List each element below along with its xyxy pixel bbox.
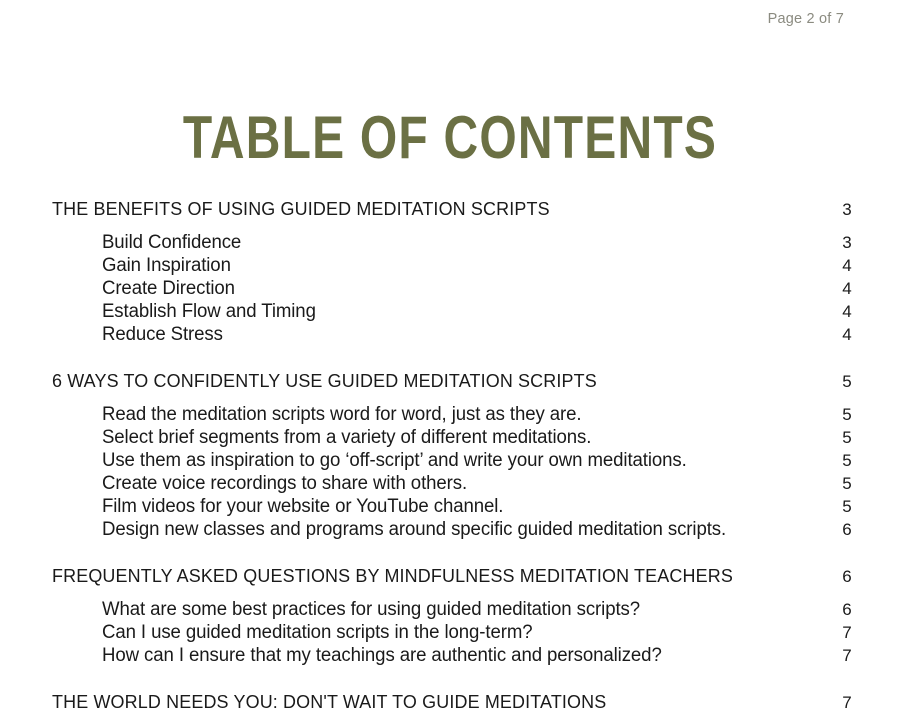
toc-subitem-page-number: 7 bbox=[842, 623, 852, 642]
toc-section-page-number: 6 bbox=[842, 567, 852, 586]
toc-section-heading-label: THE WORLD NEEDS YOU: DON'T WAIT TO GUIDE MEDITATIONS bbox=[52, 691, 607, 712]
toc-subitem-label: How can I ensure that my teachings are authentic and personalized? bbox=[101, 645, 662, 666]
table-of-contents bbox=[52, 196, 864, 716]
toc-section-heading-label: 6 WAYS TO CONFIDENTLY USE GUIDED MEDITATION SCRIPTS bbox=[52, 370, 597, 391]
toc-subitem-label: Create Direction bbox=[101, 278, 235, 299]
toc-subitem-page-number: 5 bbox=[842, 405, 852, 424]
toc-section-heading-row[interactable] bbox=[52, 689, 864, 716]
toc-subitem-label: Select brief segments from a variety of different meditations. bbox=[101, 427, 592, 448]
toc-subitem-row[interactable] bbox=[52, 449, 864, 472]
toc-section-heading-row[interactable] bbox=[52, 563, 864, 590]
toc-subitem-row[interactable] bbox=[52, 254, 864, 277]
toc-subitem-page-number: 6 bbox=[842, 600, 852, 619]
toc-section-page-number: 3 bbox=[842, 200, 852, 219]
toc-subitem-row[interactable] bbox=[52, 426, 864, 449]
toc-subitem-page-number: 5 bbox=[842, 474, 852, 493]
toc-section-heading-row[interactable] bbox=[52, 368, 864, 395]
toc-section-page-number: 7 bbox=[842, 693, 852, 712]
toc-section-heading-label: FREQUENTLY ASKED QUESTIONS BY MINDFULNESS MEDITATION TEACHERS bbox=[52, 565, 733, 586]
toc-subitem-label: Create voice recordings to share with others. bbox=[101, 473, 468, 494]
toc-subitem-row[interactable] bbox=[52, 300, 864, 323]
toc-subitem-label: Establish Flow and Timing bbox=[101, 301, 316, 322]
toc-subitem-page-number: 5 bbox=[842, 428, 852, 447]
toc-subitem-page-number: 5 bbox=[842, 451, 852, 470]
toc-subitem-page-number: 6 bbox=[842, 520, 852, 539]
toc-section bbox=[52, 368, 864, 541]
toc-subitem-row[interactable] bbox=[52, 323, 864, 346]
toc-subitem-label: Reduce Stress bbox=[101, 324, 223, 345]
toc-subitem-label: What are some best practices for using guided meditation scripts? bbox=[101, 599, 641, 620]
toc-section-heading-label: THE BENEFITS OF USING GUIDED MEDITATION SCRIPTS bbox=[52, 198, 550, 219]
page-title: TABLE OF CONTENTS bbox=[182, 104, 718, 172]
toc-subitem-label: Build Confidence bbox=[101, 232, 242, 253]
toc-subitem-label: Film videos for your website or YouTube channel. bbox=[101, 496, 504, 517]
toc-subitem-page-number: 3 bbox=[842, 233, 852, 252]
toc-subitem-list bbox=[52, 403, 864, 541]
toc-subitem-list bbox=[52, 231, 864, 346]
toc-subitem-row[interactable] bbox=[52, 403, 864, 426]
toc-section bbox=[52, 196, 864, 346]
toc-subitem-row[interactable] bbox=[52, 277, 864, 300]
toc-subitem-row[interactable] bbox=[52, 495, 864, 518]
toc-subitem-row[interactable] bbox=[52, 472, 864, 495]
toc-subitem-page-number: 4 bbox=[842, 302, 852, 321]
toc-subitem-page-number: 7 bbox=[842, 646, 852, 665]
toc-subitem-page-number: 5 bbox=[842, 497, 852, 516]
toc-subitem-label: Read the meditation scripts word for word, just as they are. bbox=[101, 404, 582, 425]
toc-section bbox=[52, 563, 864, 667]
toc-subitem-label: Gain Inspiration bbox=[101, 255, 231, 276]
toc-section-heading-row[interactable] bbox=[52, 196, 864, 223]
toc-subitem-label: Can I use guided meditation scripts in the long-term? bbox=[101, 622, 533, 643]
toc-subitem-page-number: 4 bbox=[842, 256, 852, 275]
toc-section bbox=[52, 689, 864, 716]
toc-subitem-row[interactable] bbox=[52, 621, 864, 644]
toc-subitem-row[interactable] bbox=[52, 231, 864, 254]
toc-subitem-label: Use them as inspiration to go ‘off-script’ and write your own meditations. bbox=[101, 450, 687, 471]
toc-subitem-page-number: 4 bbox=[842, 325, 852, 344]
toc-subitem-page-number: 4 bbox=[842, 279, 852, 298]
toc-section-page-number: 5 bbox=[842, 372, 852, 391]
toc-subitem-row[interactable] bbox=[52, 644, 864, 667]
toc-subitem-list bbox=[52, 598, 864, 667]
toc-subitem-row[interactable] bbox=[52, 518, 864, 541]
toc-subitem-label: Design new classes and programs around specific guided meditation scripts. bbox=[101, 519, 727, 540]
page-indicator: Page 2 of 7 bbox=[767, 11, 844, 27]
toc-subitem-row[interactable] bbox=[52, 598, 864, 621]
